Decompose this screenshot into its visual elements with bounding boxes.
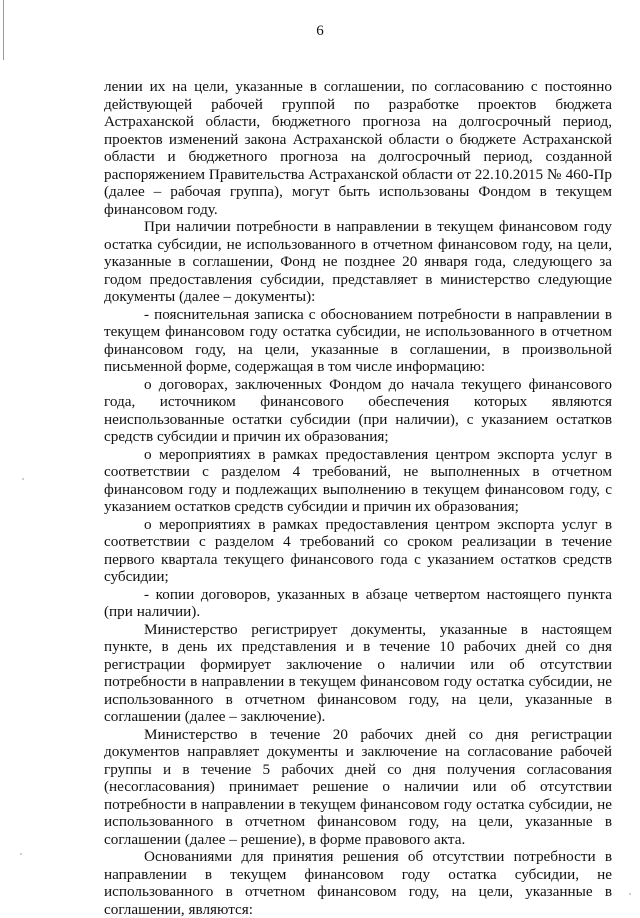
document-body <box>104 78 612 918</box>
paragraph-documents-submission: При наличии потребности в направлении в текущем финансовом году остатка субсидии, не использованного в отчетном финансовом году, на цели, указанные в соглашении, Фонд не позднее 20 января года, следующего за годом предоставления субсидии, представляет в министерство следующие документы (далее – документы): <box>104 218 612 305</box>
list-item-explanatory-note: - пояснительная записка с обоснованием потребности в направлении в текущем финансовом году остатка субсидии, не использованного в отчетном финансовом году, на цели, указанные в соглашении, в произвольной письменной форме, содержащая в том числе информацию: <box>104 305 612 375</box>
page-number: 6 <box>316 23 324 39</box>
paragraph-continuation: лении их на цели, указанные в соглашении, по согласованию с постоянно действующей рабочей группой по разработке проектов бюджета Астраханской области, бюджетного прогноза на долгосрочный период, проектов изменений закона Астраханской области о бюджете Астраханской области и бюджетного прогноза на долгосрочный период, созданной распоряжением Правительства Астраханской области от 22.10.2015 № 460-Пр (далее – рабочая группа), могут быть использованы Фондом в текущем финансовом году. <box>104 78 612 218</box>
paragraph-ministry-registration: Министерство регистрирует документы, указанные в настоящем пункте, в день их представления и в течение 10 рабочих дней со дня регистрации формирует заключение о наличии или об отсутствии потребности в направлении в текущем финансовом году остатка субсидии, не использованного в отчетном финансовом году, на цели, указанные в соглашении (далее – заключение). <box>104 620 612 725</box>
list-item-contract-copies: - копии договоров, указанных в абзаце четвертом настоящего пункта (при наличии). <box>104 585 612 620</box>
list-item-unfulfilled-activities: о мероприятиях в рамках предоставления центром экспорта услуг в соответствии с разделом 4 требований, не выполненных в отчетном финансовом году и подлежащих выполнению в текущем финансовом году, с указанием остатков средств субсидии и причин их образования; <box>104 445 612 515</box>
list-item-contracts: о договорах, заключенных Фондом до начала текущего финансового года, источником финансового обеспечения которых являются неиспользованные остатки субсидии (при наличии), с указанием остатков средств субсидии и причин их образования; <box>104 375 612 445</box>
paragraph-grounds: Основаниями для принятия решения об отсутствии потребности в направлении в текущем финансовом году остатка субсидии, не использованного в отчетном финансовом году, на цели, указанные в соглашении, являются: <box>104 848 612 918</box>
paragraph-ministry-decision: Министерство в течение 20 рабочих дней со дня регистрации документов направляет документы и заключение на согласование рабочей группы и в течение 5 рабочих дней со дня получения согласования (несогласования) принимает решение о наличии или об отсутствии потребности в направлении в текущем финансовом году остатка субсидии, не использованного в отчетном финансовом году, на цели, указанные в соглашении (далее – решение), в форме правового акта. <box>104 725 612 848</box>
scan-speck <box>629 893 631 895</box>
list-item-first-quarter-activities: о мероприятиях в рамках предоставления центром экспорта услуг в соответствии с разделом 4 требований со сроком реализации в течение первого квартала текущего финансового года с указанием остатков средств субсидии; <box>104 515 612 585</box>
scan-speck <box>20 853 22 855</box>
scan-speck <box>22 478 24 480</box>
